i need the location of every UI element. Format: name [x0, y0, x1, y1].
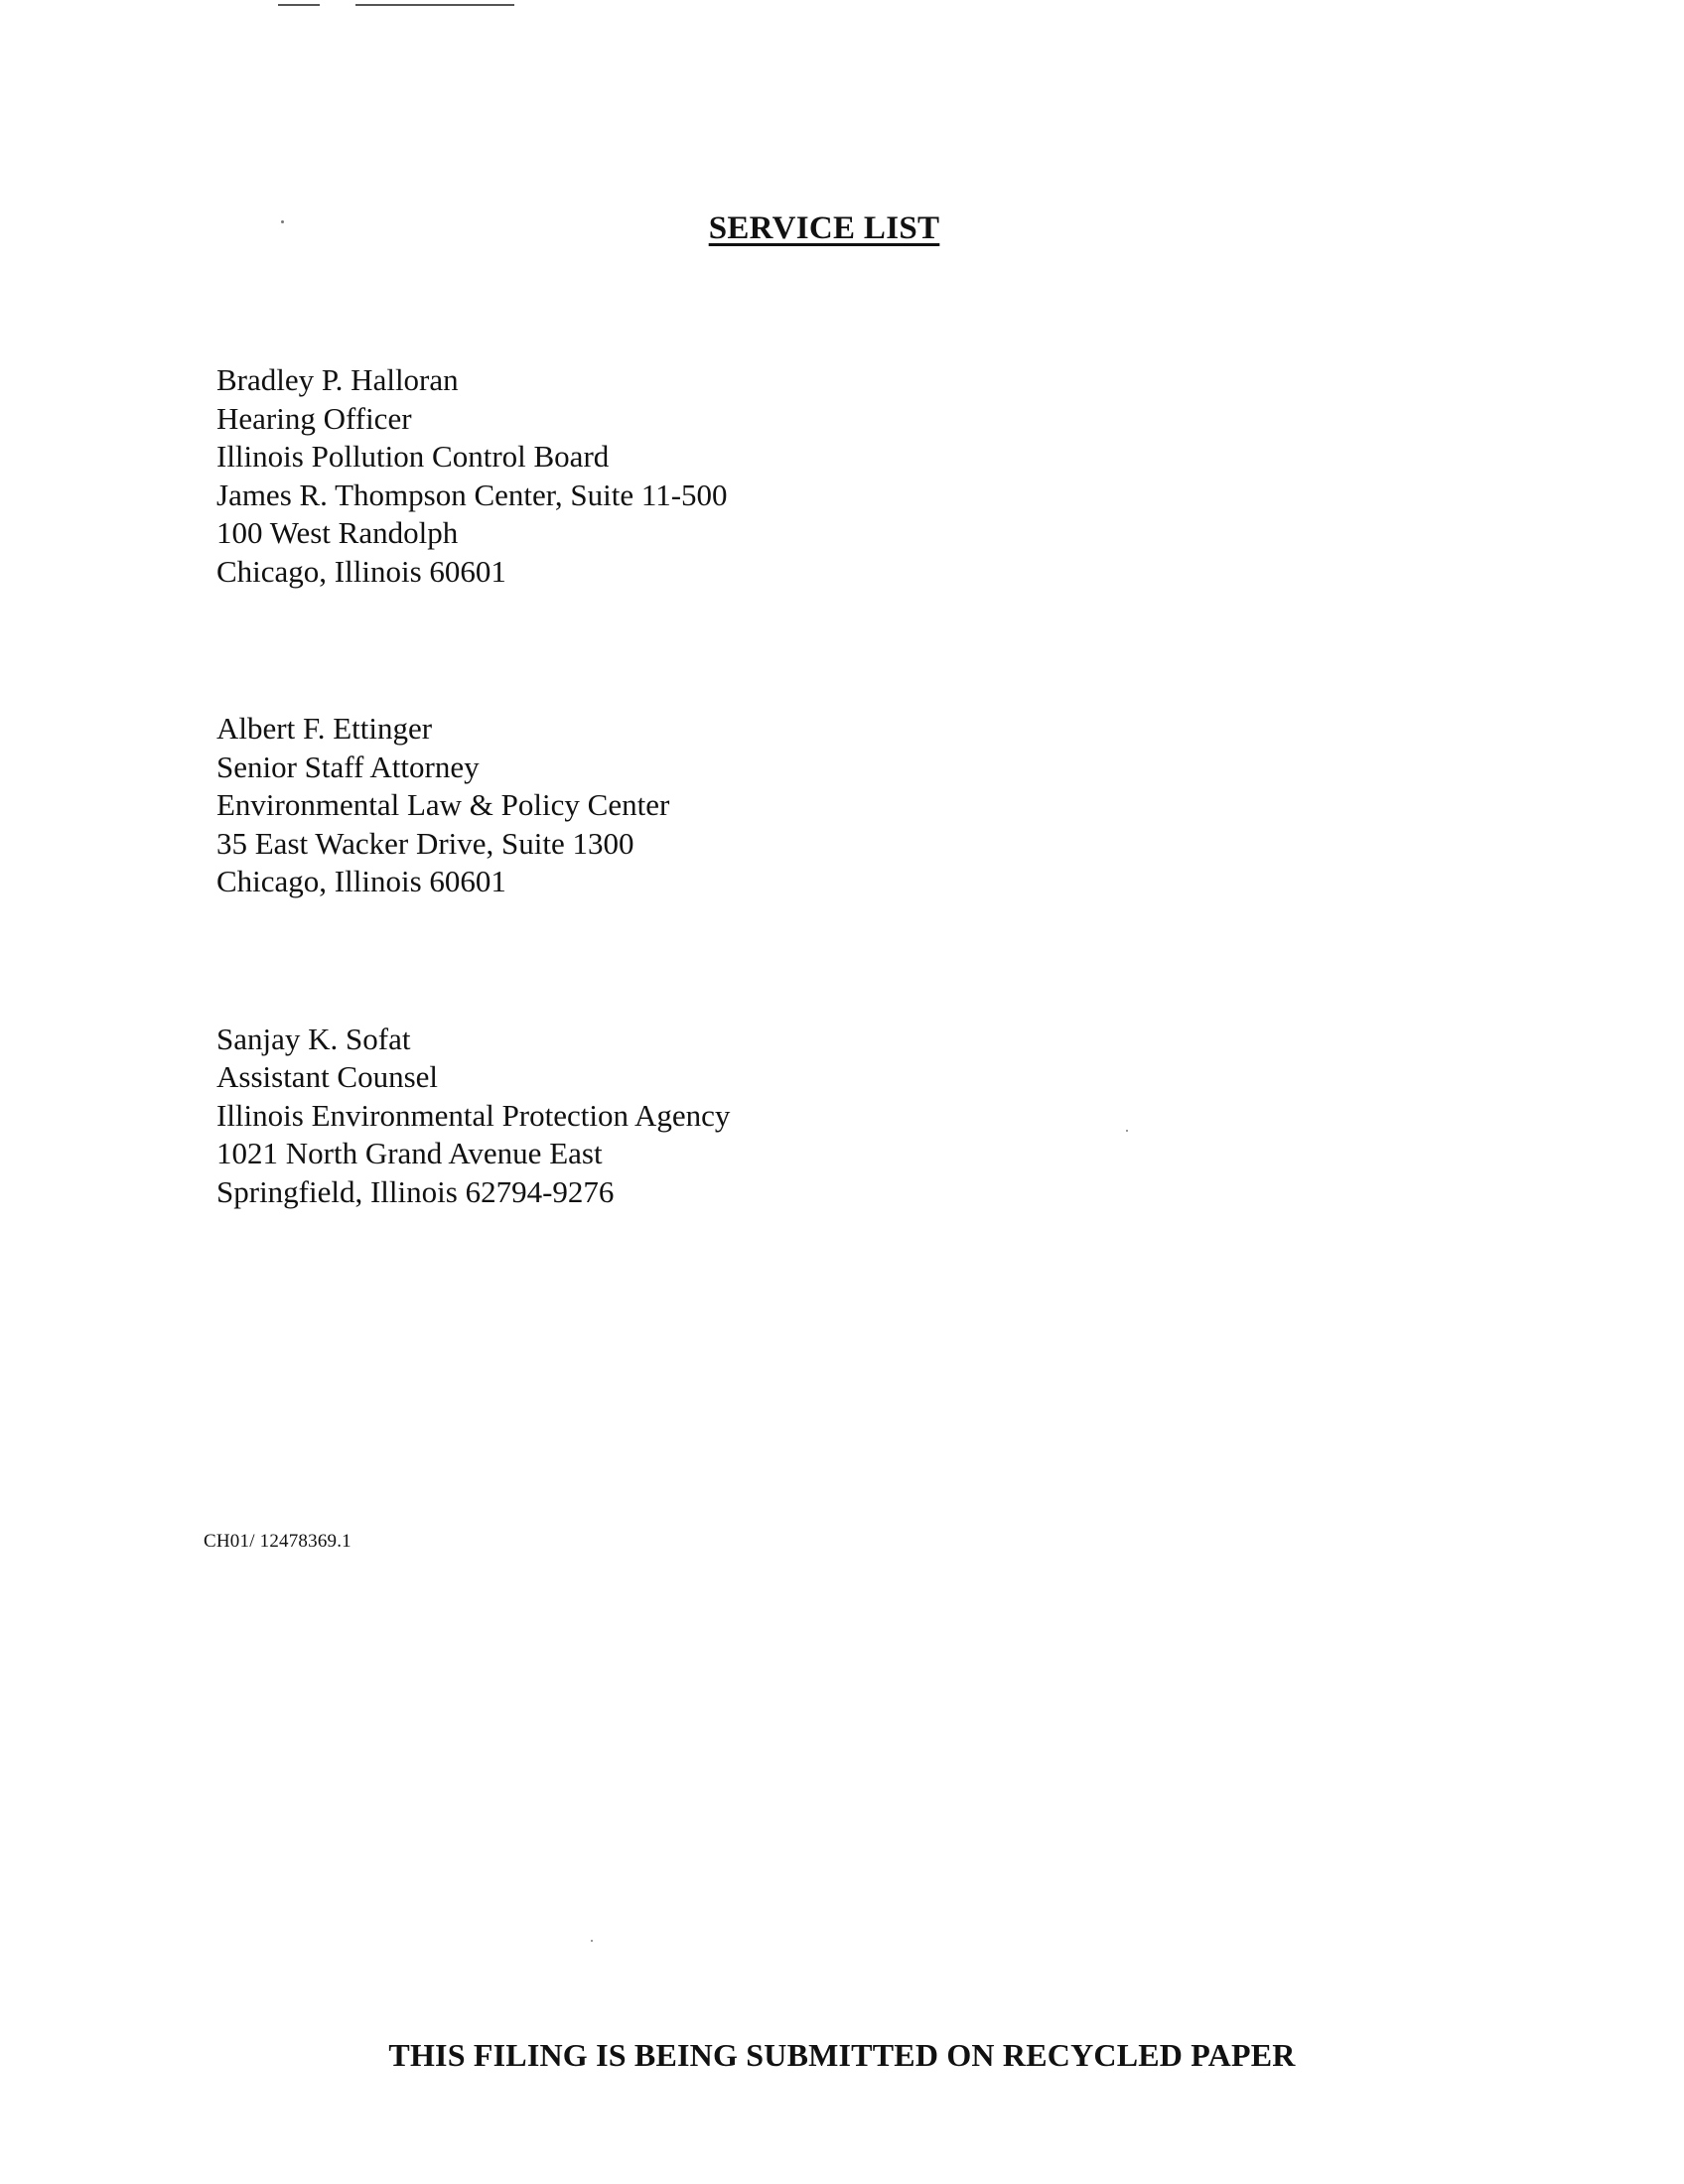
document-id: CH01/ 12478369.1	[204, 1531, 351, 1552]
service-entry-halloran	[216, 361, 1209, 591]
entry-city-state-zip: Chicago, Illinois 60601	[216, 553, 506, 589]
scan-mark-right	[355, 4, 514, 6]
service-entry-ettinger	[216, 710, 1209, 901]
entry-name: Sanjay K. Sofat	[216, 1021, 411, 1056]
scan-speck	[591, 1940, 593, 1942]
page-title: SERVICE LIST	[708, 210, 940, 246]
entry-title: Hearing Officer	[216, 400, 412, 436]
entry-name: Albert F. Ettinger	[216, 711, 433, 746]
entry-organization: Illinois Pollution Control Board	[216, 439, 610, 474]
entry-city-state-zip: Chicago, Illinois 60601	[216, 864, 506, 898]
entry-address-line: 100 West Randolph	[216, 515, 459, 550]
entry-city-state-zip: Springfield, Illinois 62794-9276	[216, 1173, 615, 1209]
scan-mark-left	[278, 4, 320, 6]
service-entry-sofat	[216, 1021, 1209, 1212]
service-list	[216, 361, 1209, 1330]
entry-title: Assistant Counsel	[216, 1059, 439, 1094]
entry-organization: Environmental Law & Policy Center	[216, 787, 670, 822]
entry-address-line: James R. Thompson Center, Suite 11-500	[216, 477, 728, 512]
entry-address-line: 1021 North Grand Avenue East	[216, 1136, 603, 1170]
entry-title: Senior Staff Attorney	[216, 749, 480, 784]
entry-name: Bradley P. Halloran	[216, 362, 459, 397]
entry-organization: Illinois Environmental Protection Agency	[216, 1097, 731, 1133]
recycled-paper-notice: THIS FILING IS BEING SUBMITTED ON RECYCLED PAPER	[388, 2037, 1296, 2073]
entry-address-line: 35 East Wacker Drive, Suite 1300	[216, 825, 634, 861]
